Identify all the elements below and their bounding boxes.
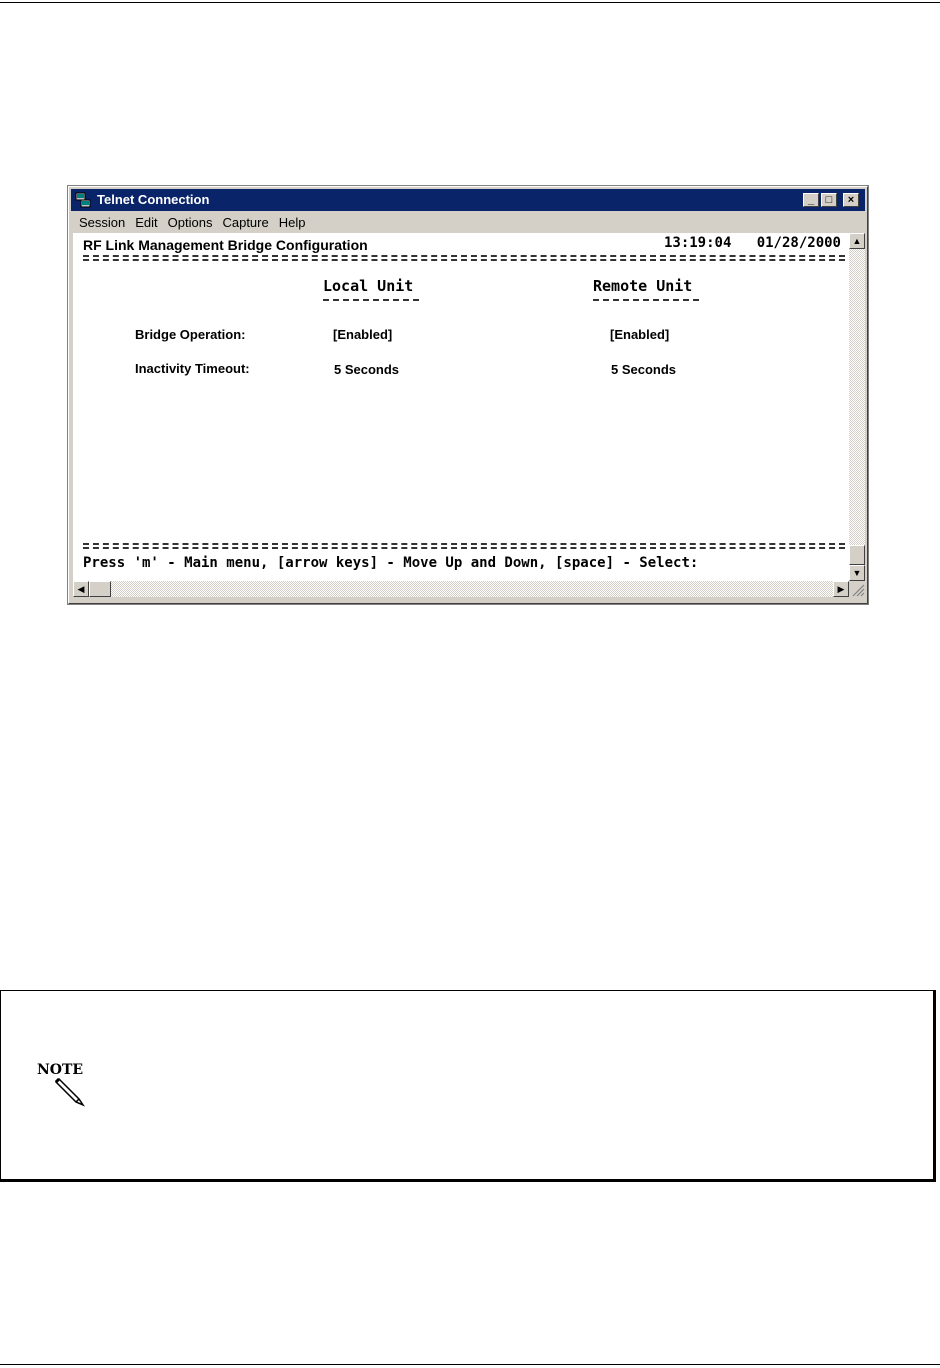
remote-unit-underline [593, 299, 699, 301]
local-inactivity-timeout-field[interactable]: 5 Seconds [334, 362, 400, 377]
arrow-down-icon: ▼ [852, 568, 862, 578]
screen-title: RF Link Management Bridge Configuration [83, 237, 368, 253]
arrow-left-icon: ◀ [77, 584, 85, 594]
vertical-scrollbar[interactable] [849, 233, 865, 581]
maximize-button[interactable] [821, 193, 837, 207]
vertical-scroll-thumb[interactable] [849, 545, 865, 565]
local-unit-header: Local Unit [323, 277, 414, 295]
scroll-down-button[interactable] [849, 565, 865, 581]
horizontal-scrollbar[interactable] [73, 581, 849, 597]
clock-time: 13:19:04 [663, 235, 732, 251]
remote-unit-header: Remote Unit [593, 277, 693, 295]
close-button[interactable] [843, 193, 859, 207]
menu-help[interactable]: Help [278, 215, 306, 230]
command-prompt: Press 'm' - Main menu, [arrow keys] - Move Up and Down, [space] - Select: [83, 555, 699, 571]
scroll-up-button[interactable] [849, 233, 865, 249]
local-bridge-operation-field[interactable]: [Enabled] [333, 327, 393, 342]
arrow-right-icon: ▶ [837, 584, 845, 594]
remote-inactivity-timeout-field[interactable]: 5 Seconds [611, 362, 677, 377]
horizontal-scroll-thumb[interactable] [89, 581, 111, 597]
menu-bar [71, 213, 307, 233]
menu-capture[interactable]: Capture [222, 215, 269, 230]
terminal-screen[interactable] [73, 233, 849, 581]
note-box [0, 990, 936, 1182]
menu-edit[interactable]: Edit [135, 215, 158, 230]
telnet-window [68, 186, 868, 604]
local-unit-underline [323, 299, 419, 301]
telnet-app-icon [75, 192, 91, 208]
scroll-left-button[interactable] [73, 581, 89, 597]
arrow-up-icon: ▲ [852, 236, 862, 246]
note-icon-label: NOTE [37, 1062, 84, 1078]
page-top-rule [0, 2, 940, 3]
clock-date: 01/28/2000 [756, 235, 841, 251]
scroll-right-button[interactable] [833, 581, 849, 597]
resize-grip-icon[interactable] [849, 581, 865, 597]
bridge-operation-label: Bridge Operation: [135, 327, 246, 342]
remote-bridge-operation-field[interactable]: [Enabled] [610, 327, 670, 342]
minimize-button[interactable] [803, 193, 819, 207]
clock [664, 235, 841, 251]
maximize-icon: □ [825, 194, 833, 206]
page-bottom-rule [0, 1364, 940, 1365]
header-rule [83, 255, 845, 261]
close-icon: × [847, 194, 855, 206]
minimize-icon: _ [807, 194, 815, 206]
inactivity-timeout-label: Inactivity Timeout: [135, 361, 250, 376]
window-titlebar[interactable] [71, 189, 865, 211]
window-title: Telnet Connection [97, 192, 210, 207]
menu-session[interactable]: Session [79, 215, 126, 230]
menu-options[interactable]: Options [167, 215, 213, 230]
note-pencil-icon [35, 1057, 87, 1107]
footer-rule [83, 543, 845, 549]
